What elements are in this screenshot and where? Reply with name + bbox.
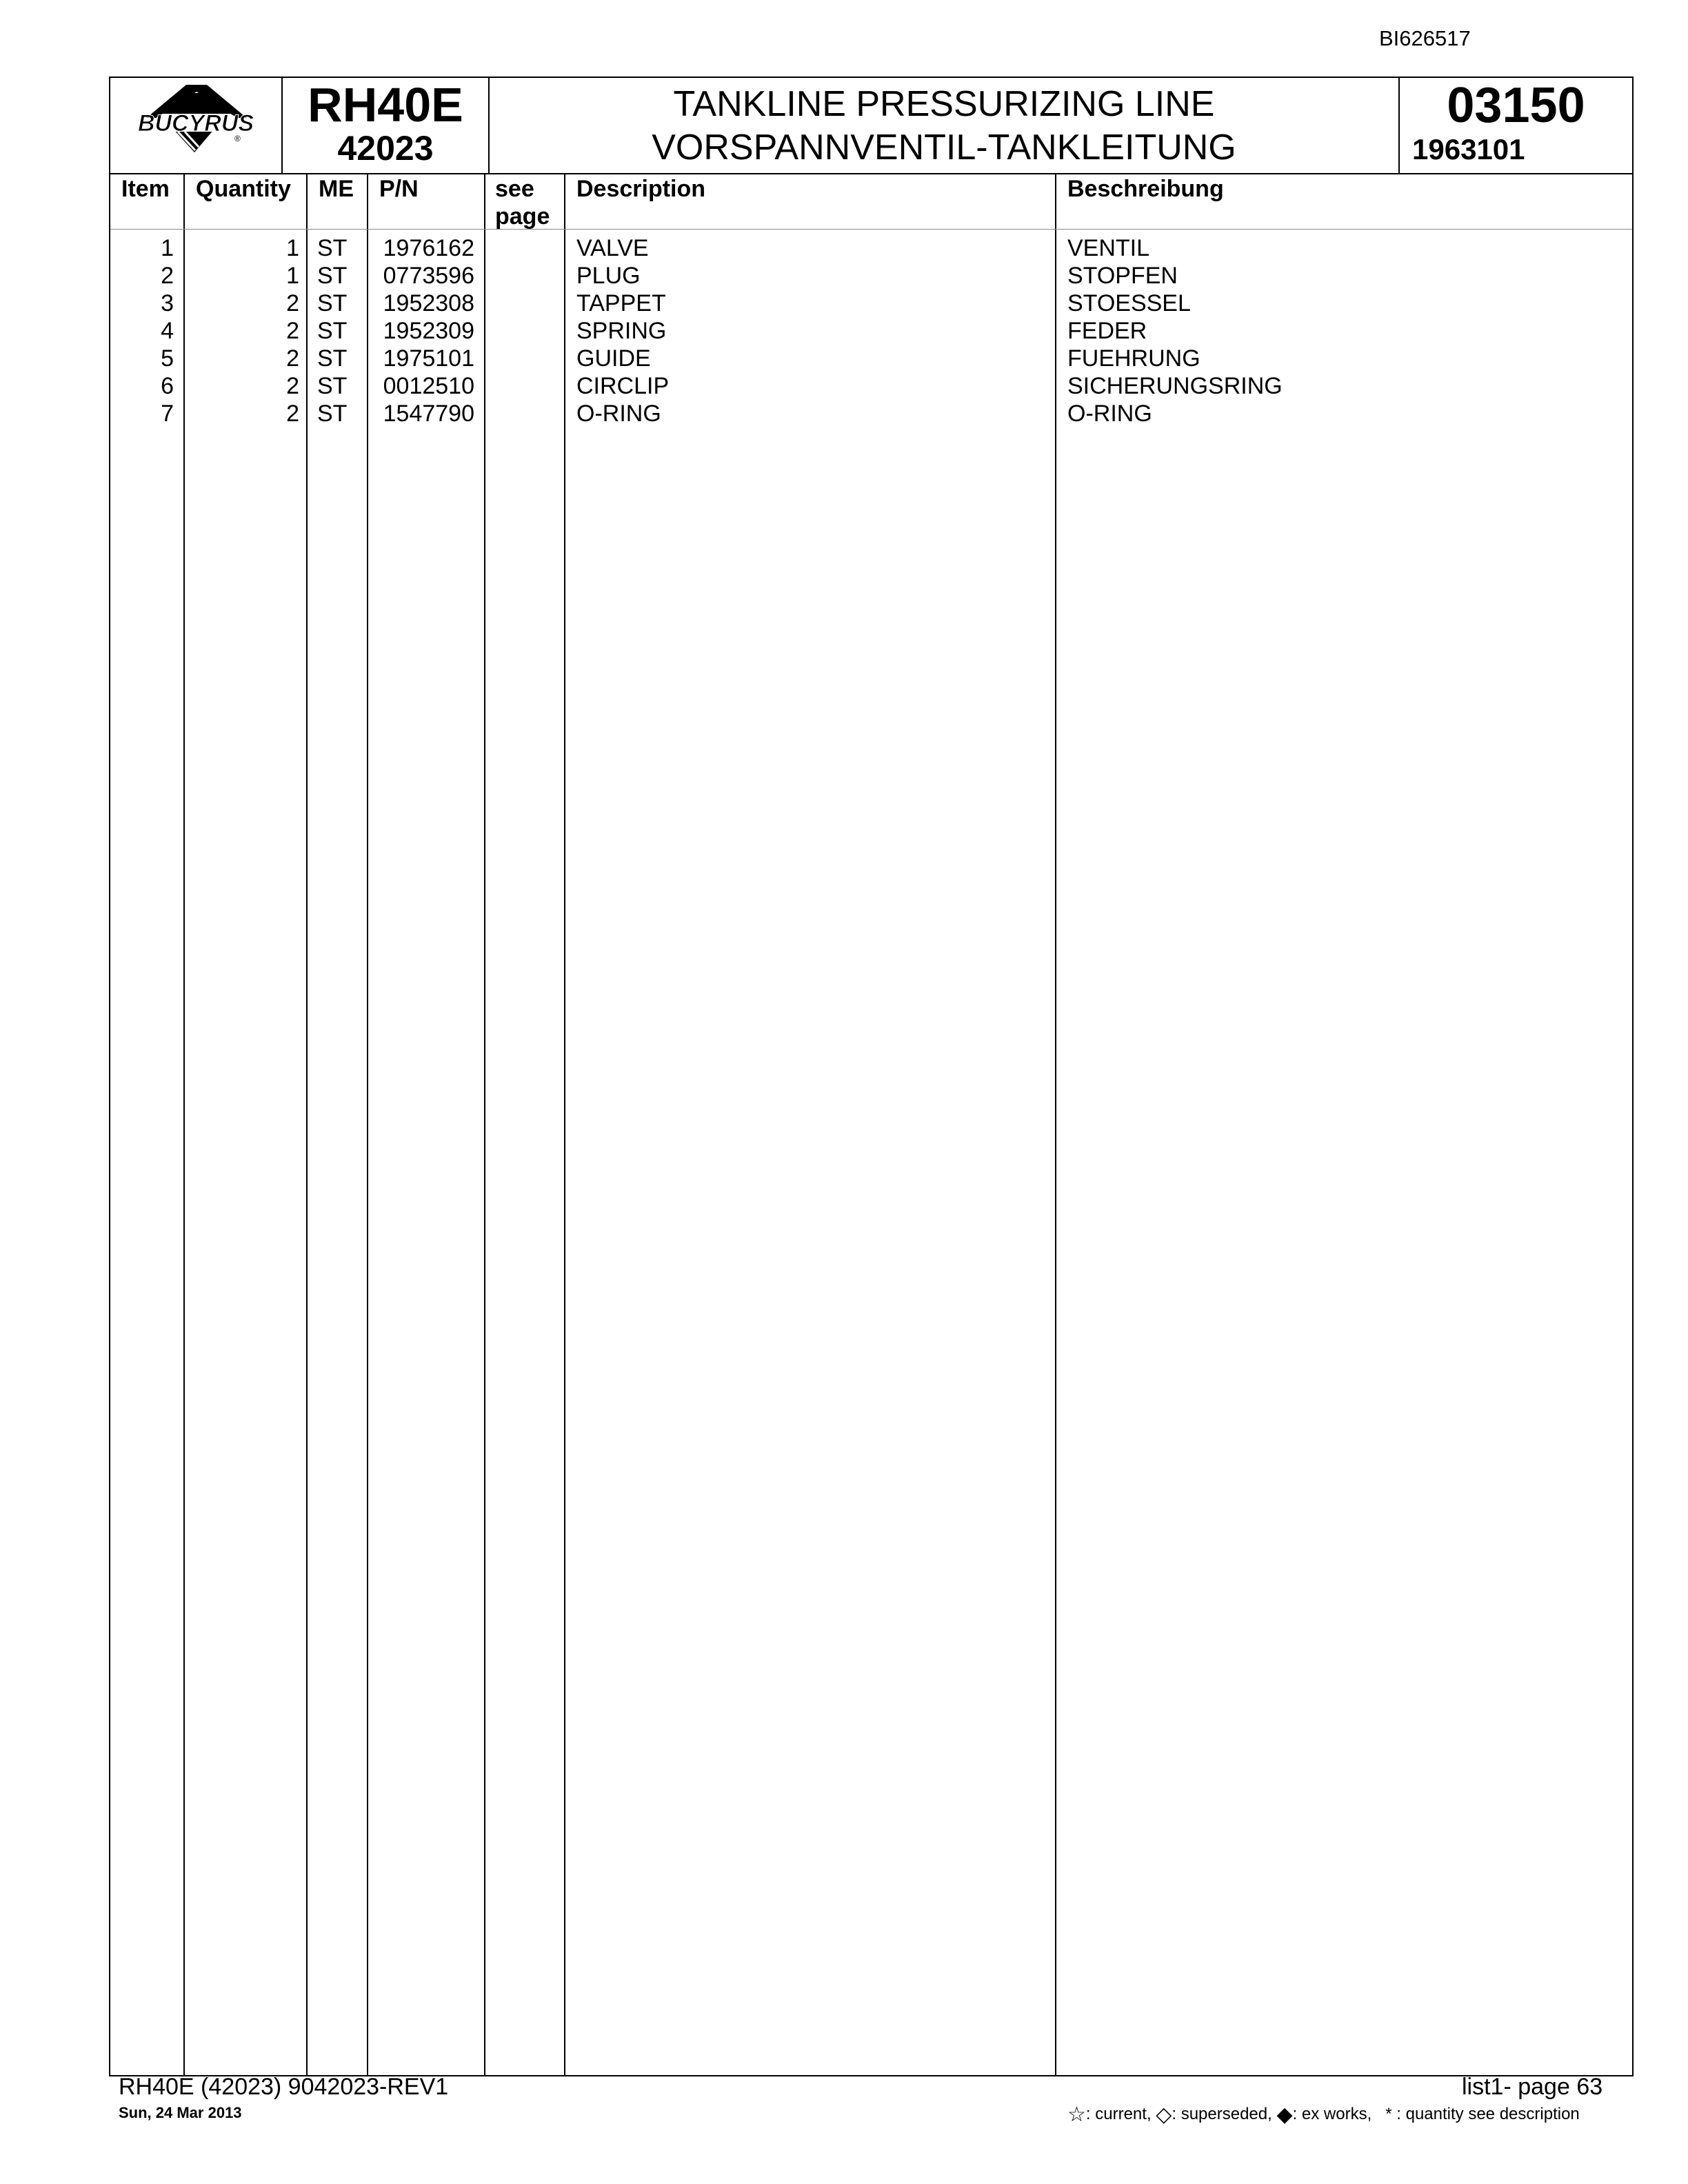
table-row xyxy=(110,400,1632,427)
cell-pn: 1547790 xyxy=(383,401,474,427)
cell-pn: 1976162 xyxy=(383,235,474,261)
footer-document-ref: RH40E (42023) 9042023-REV1 xyxy=(119,2074,449,2100)
cell-item: 4 xyxy=(161,318,174,344)
col-header-see-page: see page xyxy=(495,176,550,230)
col-header-item: Item xyxy=(121,176,170,202)
cell-description: TAPPET xyxy=(576,290,666,316)
bucyrus-logo xyxy=(110,78,281,173)
cell-beschreibung: STOESSEL xyxy=(1067,290,1191,316)
table-row xyxy=(110,262,1632,290)
cell-description: GUIDE xyxy=(576,345,651,372)
cell-quantity: 2 xyxy=(286,290,299,316)
cell-pn: 1952308 xyxy=(383,290,474,316)
cell-description: PLUG xyxy=(576,263,641,289)
col-header-me: ME xyxy=(319,176,354,202)
serial-number: 42023 xyxy=(337,129,434,168)
model-cell xyxy=(283,78,488,173)
cell-item: 3 xyxy=(161,290,174,316)
cell-pn: 1952309 xyxy=(383,318,474,344)
cell-pn: 1975101 xyxy=(383,345,474,372)
cell-item: 5 xyxy=(161,345,174,372)
cell-quantity: 1 xyxy=(286,235,299,261)
diamond-filled-icon: ◆ xyxy=(1276,2103,1293,2126)
cell-quantity: 2 xyxy=(286,318,299,344)
cell-beschreibung: O-RING xyxy=(1067,401,1152,427)
parts-table xyxy=(109,174,1634,2076)
cell-pn: 0012510 xyxy=(383,373,474,399)
table-row xyxy=(110,372,1632,400)
table-row xyxy=(110,345,1632,372)
cell-beschreibung: SICHERUNGSRING xyxy=(1067,373,1283,399)
cell-me: ST xyxy=(317,373,348,399)
group-cell xyxy=(1400,78,1632,173)
cell-item: 2 xyxy=(161,263,174,289)
star-icon: ☆ xyxy=(1067,2103,1086,2126)
cell-beschreibung: FUEHRUNG xyxy=(1067,345,1200,372)
cell-description: VALVE xyxy=(576,235,649,261)
col-header-quantity: Quantity xyxy=(196,176,291,202)
title-german: VORSPANNVENTIL-TANKLEITUNG xyxy=(652,128,1236,168)
svg-text:BUCYRUS: BUCYRUS xyxy=(137,110,254,136)
title-english: TANKLINE PRESSURIZING LINE xyxy=(673,84,1215,124)
cell-beschreibung: VENTIL xyxy=(1067,235,1150,261)
cell-description: O-RING xyxy=(576,401,661,427)
cell-quantity: 2 xyxy=(286,401,299,427)
document-id: BI626517 xyxy=(1379,26,1471,50)
diamond-outline-icon: ◇ xyxy=(1156,2103,1172,2126)
cell-pn: 0773596 xyxy=(383,263,474,289)
cell-quantity: 1 xyxy=(286,263,299,289)
footer-page-number: list1- page 63 xyxy=(1462,2074,1603,2100)
cell-me: ST xyxy=(317,318,348,344)
cell-me: ST xyxy=(317,235,348,261)
cell-description: SPRING xyxy=(576,318,667,344)
cell-beschreibung: FEDER xyxy=(1067,318,1147,344)
cell-quantity: 2 xyxy=(286,373,299,399)
header-separator xyxy=(110,229,1632,230)
drawing-number: 1963101 xyxy=(1412,133,1525,165)
table-row xyxy=(110,234,1632,262)
svg-text:®: ® xyxy=(234,134,241,143)
col-header-beschreibung: Beschreibung xyxy=(1067,176,1224,202)
cell-me: ST xyxy=(317,401,348,427)
group-number: 03150 xyxy=(1447,78,1585,133)
cell-beschreibung: STOPFEN xyxy=(1067,263,1178,289)
table-row xyxy=(110,317,1632,345)
col-header-pn: P/N xyxy=(379,176,419,202)
col-header-description: Description xyxy=(576,176,706,202)
cell-me: ST xyxy=(317,290,348,316)
cell-item: 7 xyxy=(161,401,174,427)
header-box xyxy=(109,77,1634,174)
cell-me: ST xyxy=(317,345,348,372)
cell-item: 6 xyxy=(161,373,174,399)
title-cell xyxy=(490,78,1398,173)
footer-legend: ☆: current, ◇: superseded, ◆: ex works, * : quantity see description xyxy=(1067,2103,1580,2126)
cell-item: 1 xyxy=(161,235,174,261)
cell-quantity: 2 xyxy=(286,345,299,372)
model-name: RH40E xyxy=(308,78,463,132)
footer-date: Sun, 24 Mar 2013 xyxy=(119,2104,242,2121)
cell-me: ST xyxy=(317,263,348,289)
table-row xyxy=(110,290,1632,317)
cell-description: CIRCLIP xyxy=(576,373,670,399)
